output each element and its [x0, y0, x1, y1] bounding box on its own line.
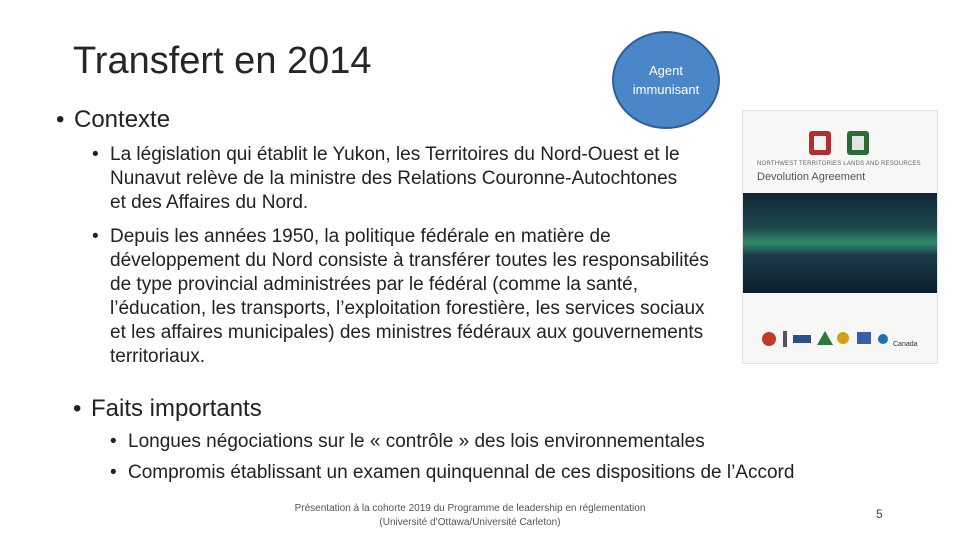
sub-bullet-text: Longues négociations sur le « contrôle » des lois environnementales	[128, 431, 705, 452]
bullet-contexte	[56, 106, 170, 134]
bullet-label: Contexte	[74, 106, 171, 133]
bullet-label: Faits importants	[91, 395, 262, 422]
bullet-dot-icon: •	[92, 226, 99, 247]
badge-line2: immunisant	[632, 82, 700, 97]
bullet-faits-importants	[73, 395, 262, 423]
sub-bullet-text: Compromis établissant un examen quinquennal de ces dispositions de l’Accord	[128, 462, 795, 483]
devolution-agreement-cover	[742, 110, 938, 364]
aurora-photo	[743, 193, 937, 293]
bullet-dot-icon: •	[110, 431, 117, 452]
bullet-dot-icon: •	[73, 395, 82, 422]
partner-logos-icon	[761, 325, 891, 351]
sub-bullet	[92, 143, 680, 215]
sub-bullet	[110, 430, 705, 454]
bullet-dot-icon: •	[92, 144, 99, 165]
footer-line2: (Université d’Ottawa/Université Carleton)	[379, 517, 561, 528]
page-number: 5	[876, 507, 883, 521]
bullet-dot-icon: •	[56, 106, 65, 133]
sub-bullet-text: La législation qui établit le Yukon, les Territoires du Nord-Ouest et le Nunavut relève de la ministre des Relations Couronne-Autochtones et des Affaires du Nord.	[110, 144, 680, 213]
sub-bullet	[110, 461, 795, 485]
footer-line1: Présentation à la cohorte 2019 du Programme de leadership en réglementation	[294, 503, 646, 514]
footer	[260, 502, 680, 530]
sub-bullet	[92, 225, 720, 369]
agent-badge	[612, 31, 720, 129]
cover-heading: NORTHWEST TERRITORIES LANDS AND RESOURCES	[757, 161, 921, 167]
sub-bullet-text: Depuis les années 1950, la politique fédérale en matière de développement du Nord consiste à transférer toutes les responsabilités de type provincial administrées par le fédéral (comme la santé, l’éducation, les transports, l’exploitation forestière, les services sociaux et les affaires municipales) des ministres fédéraux aux gouvernements territoriaux.	[110, 226, 709, 367]
canada-wordmark: Canada	[893, 341, 918, 348]
slide-title: Transfert en 2014	[73, 40, 372, 82]
badge-line1: Agent	[649, 63, 683, 78]
bullet-dot-icon: •	[110, 462, 117, 483]
cover-title: Devolution Agreement	[757, 171, 866, 183]
coat-of-arms-icon	[801, 129, 881, 157]
